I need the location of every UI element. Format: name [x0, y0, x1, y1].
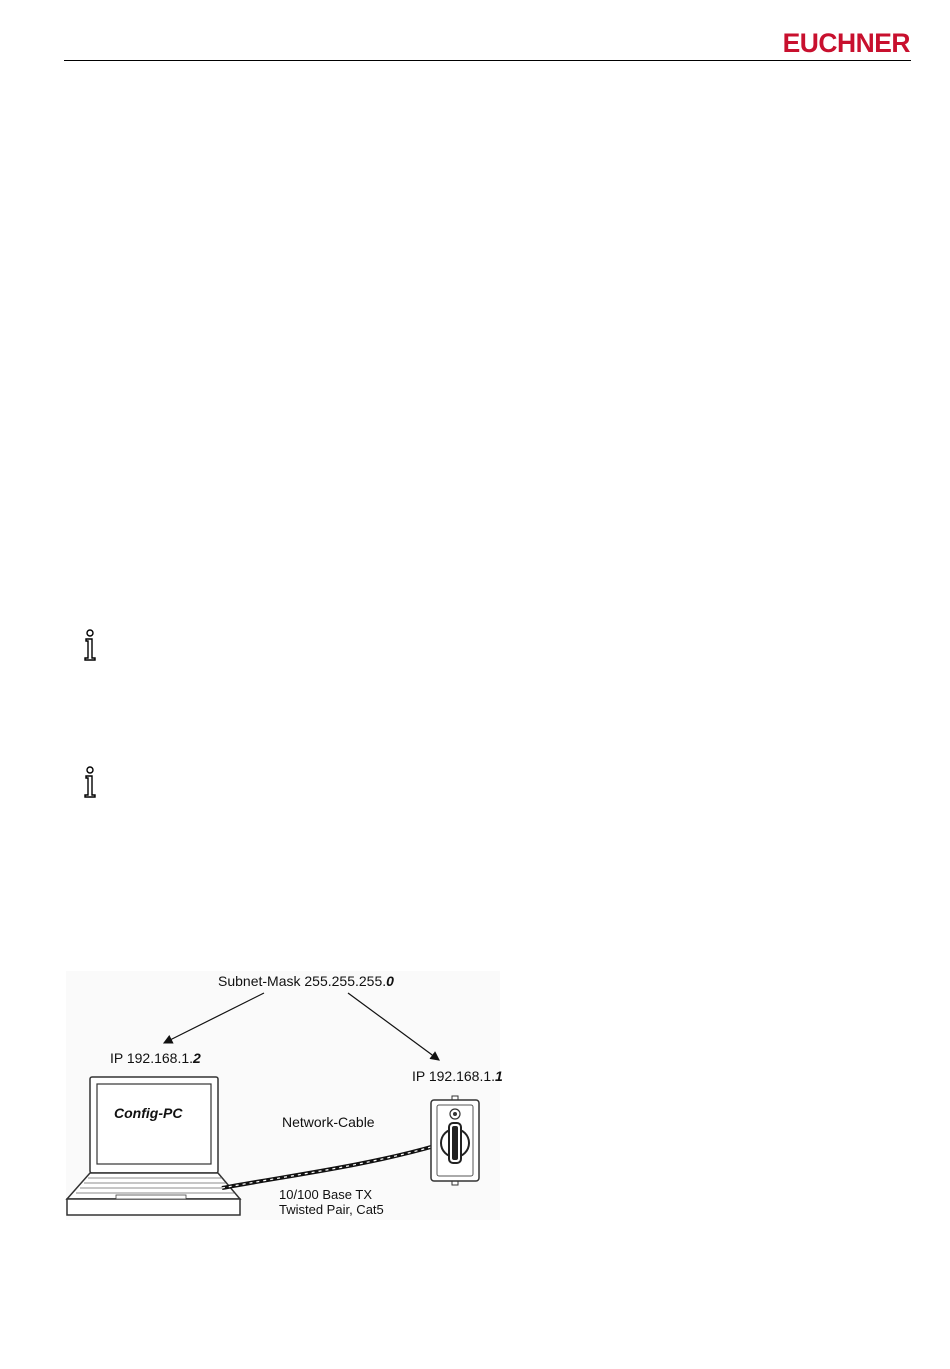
pc-ip-label: IP 192.168.1.2: [110, 1050, 201, 1066]
header-divider: [64, 60, 911, 61]
arrow-to-device: [348, 993, 439, 1060]
info-icon: [82, 766, 98, 798]
subnet-mask-label: Subnet-Mask 255.255.255.0: [218, 973, 394, 989]
laptop-illustration: [67, 1077, 240, 1215]
device-ip-label: IP 192.168.1.1: [412, 1068, 503, 1084]
euchner-logo: EUCHNER: [782, 28, 910, 58]
config-pc-label: Config-PC: [114, 1105, 183, 1121]
cable-spec-line2: Twisted Pair, Cat5: [279, 1202, 384, 1217]
network-cable: [222, 1145, 438, 1188]
info-icon: [82, 629, 98, 661]
cable-spec-line1: 10/100 Base TX: [279, 1187, 372, 1202]
network-diagram: [66, 971, 503, 1220]
device-illustration: [431, 1096, 479, 1185]
arrow-to-pc: [164, 993, 264, 1043]
network-cable-label: Network-Cable: [282, 1114, 375, 1130]
